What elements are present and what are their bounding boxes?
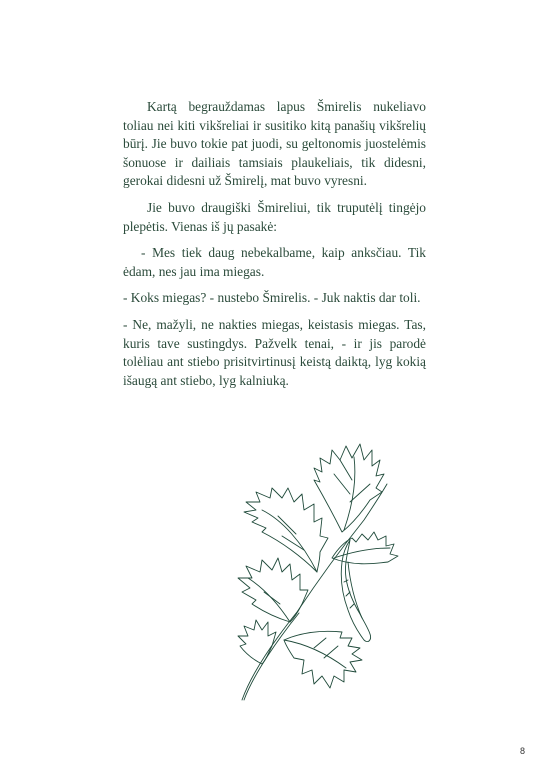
paragraph-4: - Koks miegas? - nustebo Šmirelis. - Juk naktis dar toli.	[123, 290, 421, 306]
leafy-branch-with-chrysalis-icon	[222, 432, 422, 712]
page-number: 8	[519, 746, 525, 756]
paragraph-1: Kartą begrauždamas lapus Šmirelis nukeliavo toliau nei kiti vikšreliai ir susitiko kitą panašių vikšrelių būrį. Jie buvo tokie pat juodi, su geltonomis juostelėmis šonuose ir dailiais tamsiais plaukeliais, tik didesni, gerokai didesni už Šmirelį, mat buvo vyresni.	[123, 99, 426, 189]
paragraph-2: Jie buvo draugiški Šmireliui, tik truputėlį tingėjo plepėtis. Vienas iš jų pasakė:	[123, 199, 426, 234]
leaf-bottom	[238, 620, 276, 664]
leaf-left-lower	[238, 558, 308, 622]
paragraph-3: - Mes tiek daug nebekalbame, kaip anksčiau. Tik ėdam, nes jau ima miegas.	[123, 245, 426, 279]
leaf-left-upper	[244, 488, 328, 572]
leaf-right-lower	[284, 631, 362, 688]
leaf-top	[314, 444, 384, 532]
chrysalis-icon	[341, 540, 370, 642]
story-text	[123, 98, 426, 398]
paragraph-5: - Ne, mažyli, ne nakties miegas, keistasis miegas. Tas, kuris tave sustingdys. Pažvelk tenai, - ir jis parodė tolėliau ant stiebo prisitvirtinusį keistą daiktą, lyg kokią išaugą ant stiebo, lyg kalniuką.	[123, 316, 426, 388]
